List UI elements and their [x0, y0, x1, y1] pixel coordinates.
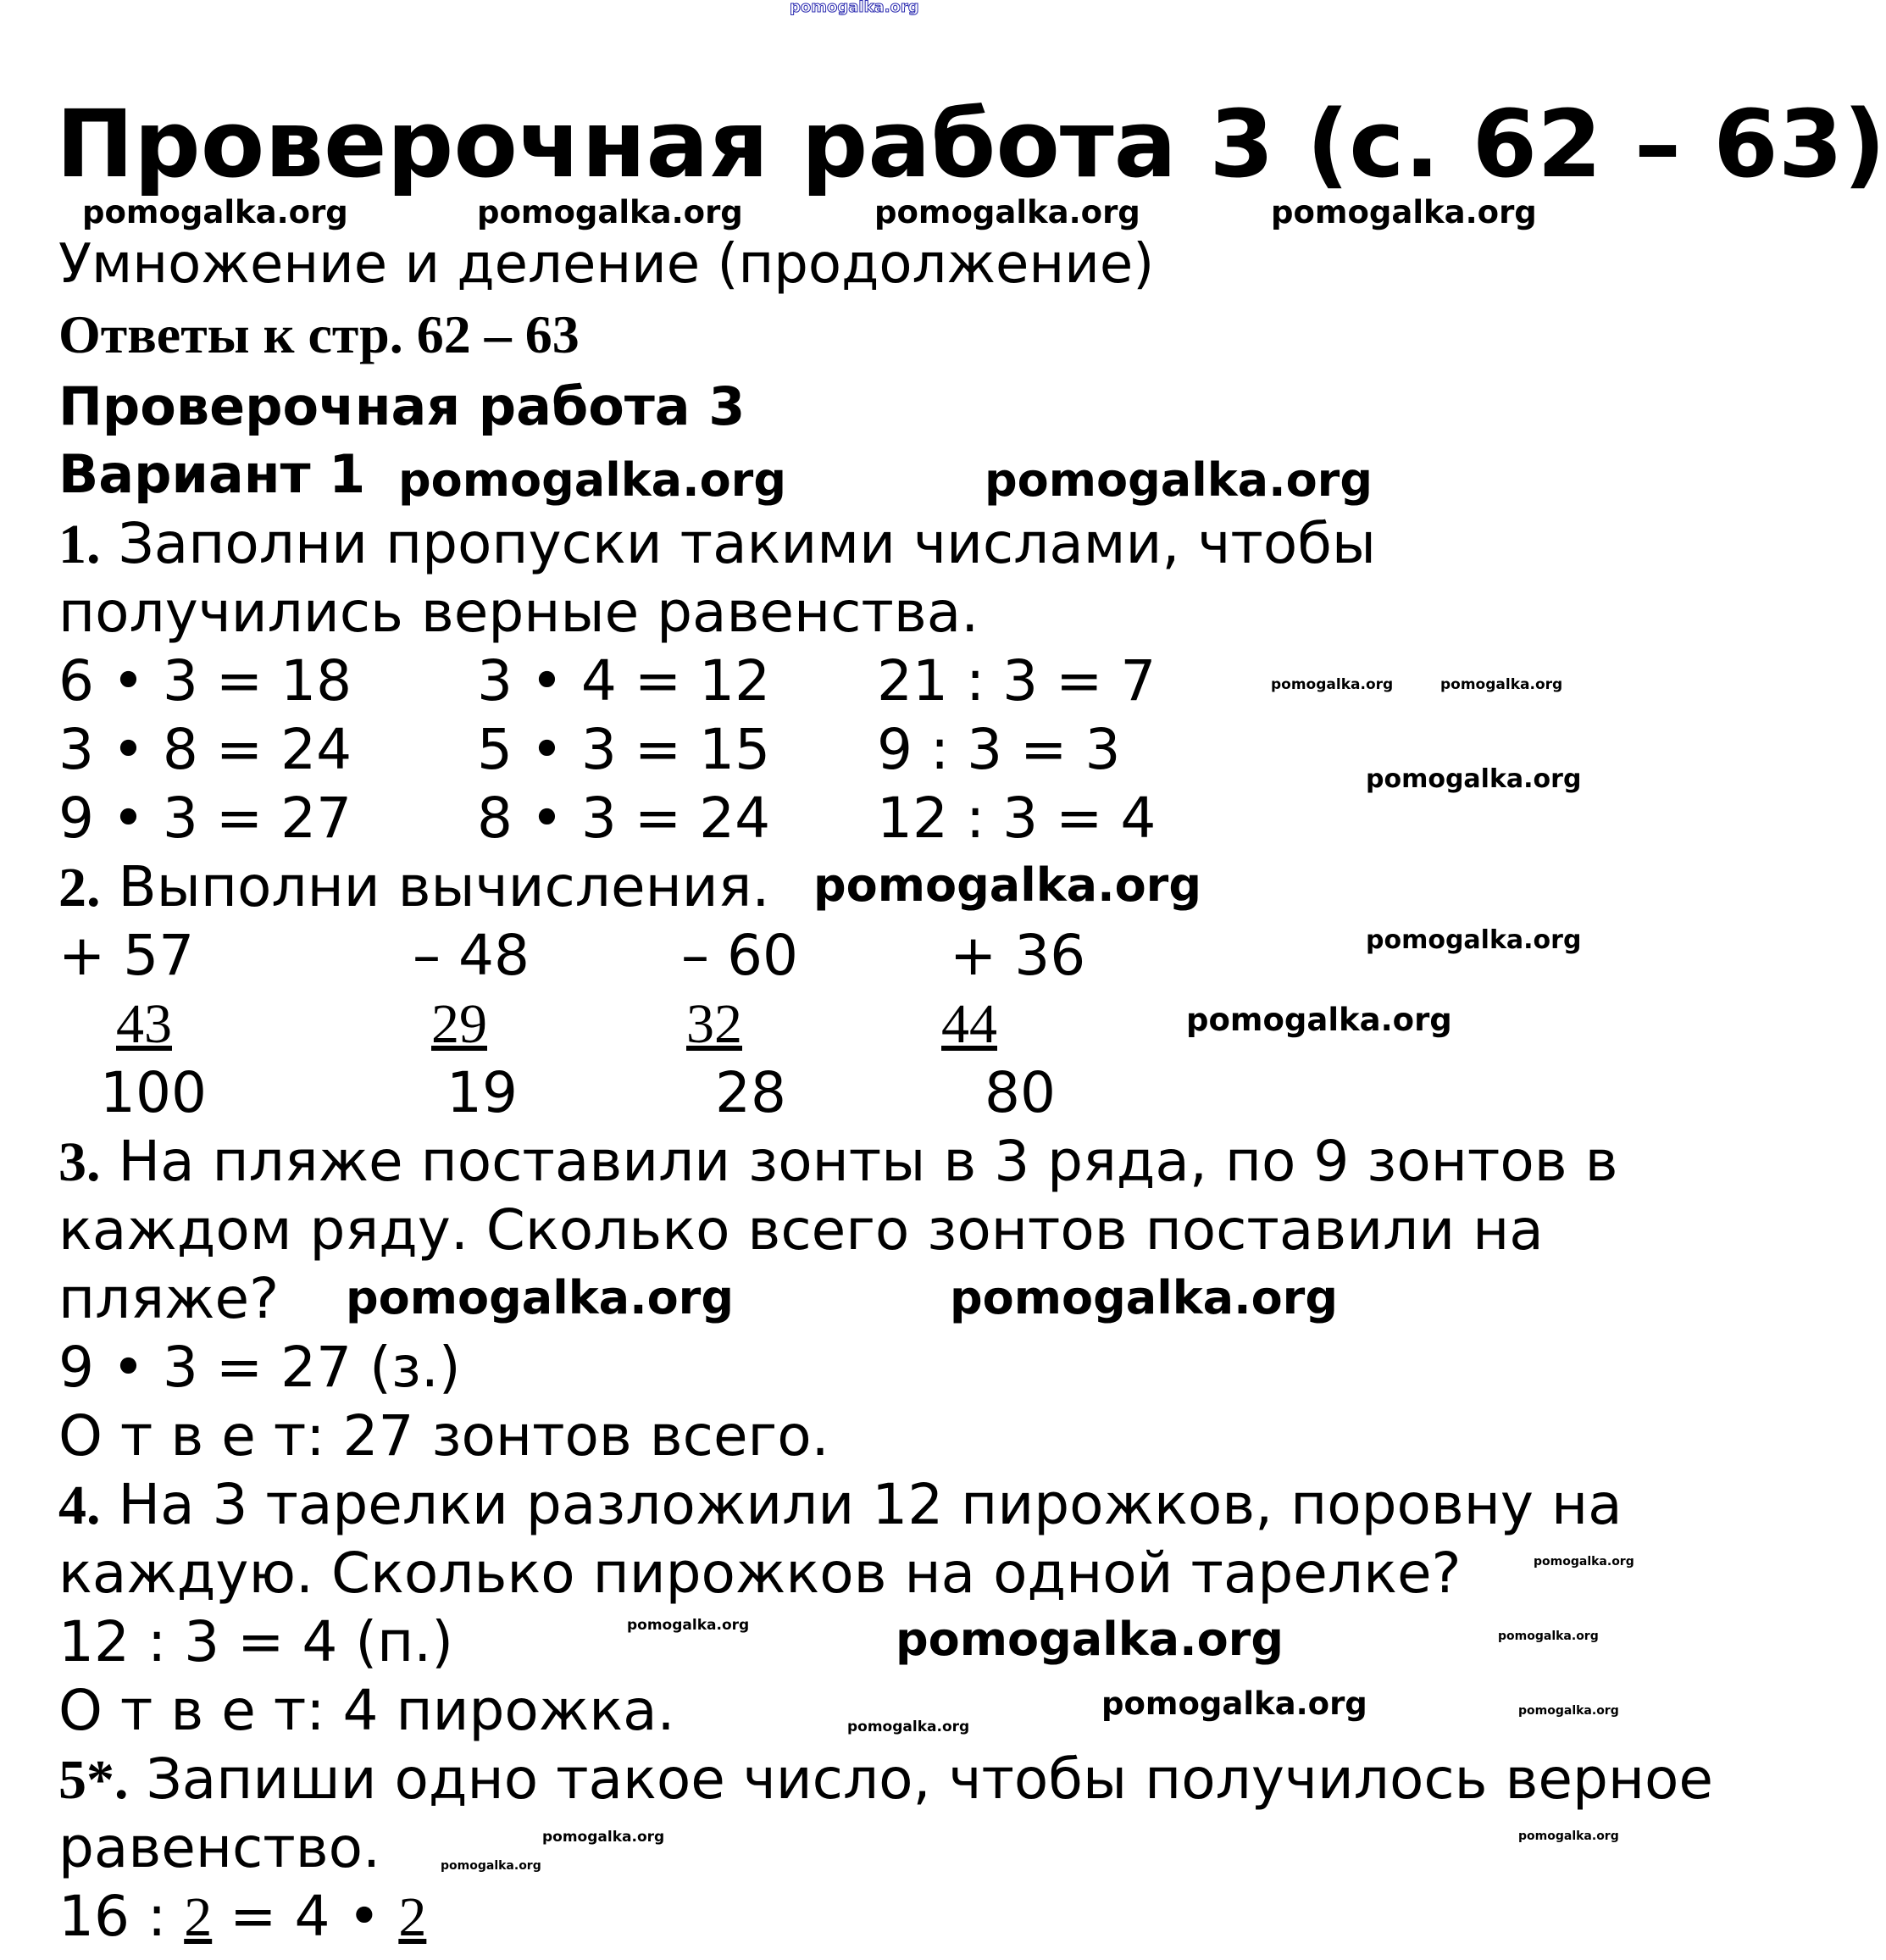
task3-line2: каждом ряду. Сколько всего зонтов поставили на	[58, 1197, 1544, 1263]
equation: 21 : 3 = 7	[877, 648, 1157, 713]
task5-equation	[58, 1883, 426, 1951]
equation-part: 16 :	[58, 1884, 185, 1949]
watermark: pomogalka.org	[1518, 1830, 1619, 1843]
task3-answer: О т в е т: 27 зонтов всего.	[58, 1403, 829, 1469]
equation: 12 : 3 = 4	[877, 786, 1157, 851]
task4-line2: каждую. Сколько пирожков на одной тарелке?	[58, 1541, 1462, 1606]
equation: 8 • 3 = 24	[477, 786, 771, 851]
column-bottom: 43	[116, 993, 172, 1055]
task4-line1	[58, 1471, 1623, 1539]
column-bottom: 44	[941, 993, 997, 1055]
task1-line1	[58, 510, 1376, 578]
watermark: pomogalka.org	[874, 194, 1140, 230]
task-number: 1.	[58, 514, 101, 575]
answers-heading: Ответы к стр. 62 – 63	[58, 304, 580, 364]
equation: 9 : 3 = 3	[877, 717, 1121, 782]
equation: 5 • 3 = 15	[477, 717, 771, 782]
task3-solution: 9 • 3 = 27 (з.)	[58, 1335, 461, 1400]
column-result: 80	[985, 1060, 1056, 1125]
task3-line3: пляже?	[58, 1266, 280, 1331]
watermark: pomogalka.org	[542, 1829, 665, 1846]
watermark: pomogalka.org	[477, 194, 743, 230]
task4-answer: О т в е т: 4 пирожка.	[58, 1678, 675, 1743]
task-number: 4.	[58, 1474, 101, 1536]
watermark: pomogalka.org	[1498, 1630, 1599, 1643]
task-number: 2.	[58, 857, 101, 919]
task-text: Запиши одно такое число, чтобы получилось верное	[128, 1746, 1714, 1812]
watermark: pomogalka.org	[398, 453, 786, 507]
column-bottom: 29	[431, 993, 487, 1055]
equation: 9 • 3 = 27	[58, 786, 352, 851]
page-title: Проверочная работа 3 (с. 62 – 63)	[56, 90, 1886, 198]
filled-blank: 2	[184, 1886, 213, 1948]
watermark: pomogalka.org	[813, 858, 1201, 912]
equation-part: = 4 •	[212, 1884, 399, 1949]
watermark: pomogalka.org	[847, 1718, 970, 1735]
column-result: 28	[715, 1060, 786, 1125]
watermark: pomogalka.org	[627, 1617, 750, 1634]
watermark: pomogalka.org	[1534, 1555, 1634, 1569]
task-text: На пляже поставили зонты в 3 ряда, по 9 зонтов в	[100, 1129, 1618, 1194]
watermark: pomogalka.org	[1271, 676, 1394, 693]
task4-solution: 12 : 3 = 4 (п.)	[58, 1609, 454, 1674]
watermark: pomogalka.org	[950, 1271, 1338, 1324]
task5-line2: равенство.	[58, 1815, 380, 1880]
task-number: 3.	[58, 1131, 101, 1193]
variant-heading: Вариант 1	[58, 443, 366, 505]
task2-line	[58, 853, 769, 921]
watermark: pomogalka.org	[1366, 925, 1582, 955]
equation: 3 • 4 = 12	[477, 648, 771, 713]
watermark: pomogalka.org	[1186, 1002, 1452, 1038]
column-bottom: 32	[686, 993, 742, 1055]
task-text: Выполни вычисления.	[100, 854, 770, 919]
equation: 3 • 8 = 24	[58, 717, 352, 782]
task5-line1	[58, 1746, 1713, 1813]
watermark: pomogalka.org	[1101, 1685, 1367, 1722]
watermark: pomogalka.org	[441, 1859, 541, 1873]
column-result: 100	[100, 1060, 207, 1125]
watermark: pomogalka.org	[1518, 1704, 1619, 1718]
column-top: – 48	[413, 923, 530, 988]
column-result: 19	[447, 1060, 518, 1125]
watermark: pomogalka.org	[1440, 676, 1563, 693]
watermark: pomogalka.org	[1271, 194, 1537, 230]
subtitle: Умножение и деление (продолжение)	[58, 233, 1155, 296]
task-text: Заполни пропуски такими числами, чтобы	[100, 511, 1377, 576]
watermark: pomogalka.org	[346, 1271, 734, 1324]
column-top: + 36	[950, 923, 1086, 988]
task3-line1	[58, 1128, 1618, 1196]
filled-blank: 2	[398, 1886, 427, 1948]
watermark: pomogalka.org	[82, 194, 348, 230]
watermark: pomogalka.org	[1366, 764, 1582, 794]
test-heading: Проверочная работа 3	[58, 375, 746, 437]
task-text: На 3 тарелки разложили 12 пирожков, поровну на	[100, 1472, 1623, 1537]
watermark: pomogalka.org	[790, 0, 919, 16]
column-top: – 60	[681, 923, 798, 988]
watermark: pomogalka.org	[896, 1613, 1284, 1666]
task1-line2: получились верные равенства.	[58, 580, 979, 645]
watermark: pomogalka.org	[985, 453, 1373, 507]
column-top: + 57	[58, 923, 195, 988]
task-number: 5*.	[58, 1749, 129, 1811]
equation: 6 • 3 = 18	[58, 648, 352, 713]
